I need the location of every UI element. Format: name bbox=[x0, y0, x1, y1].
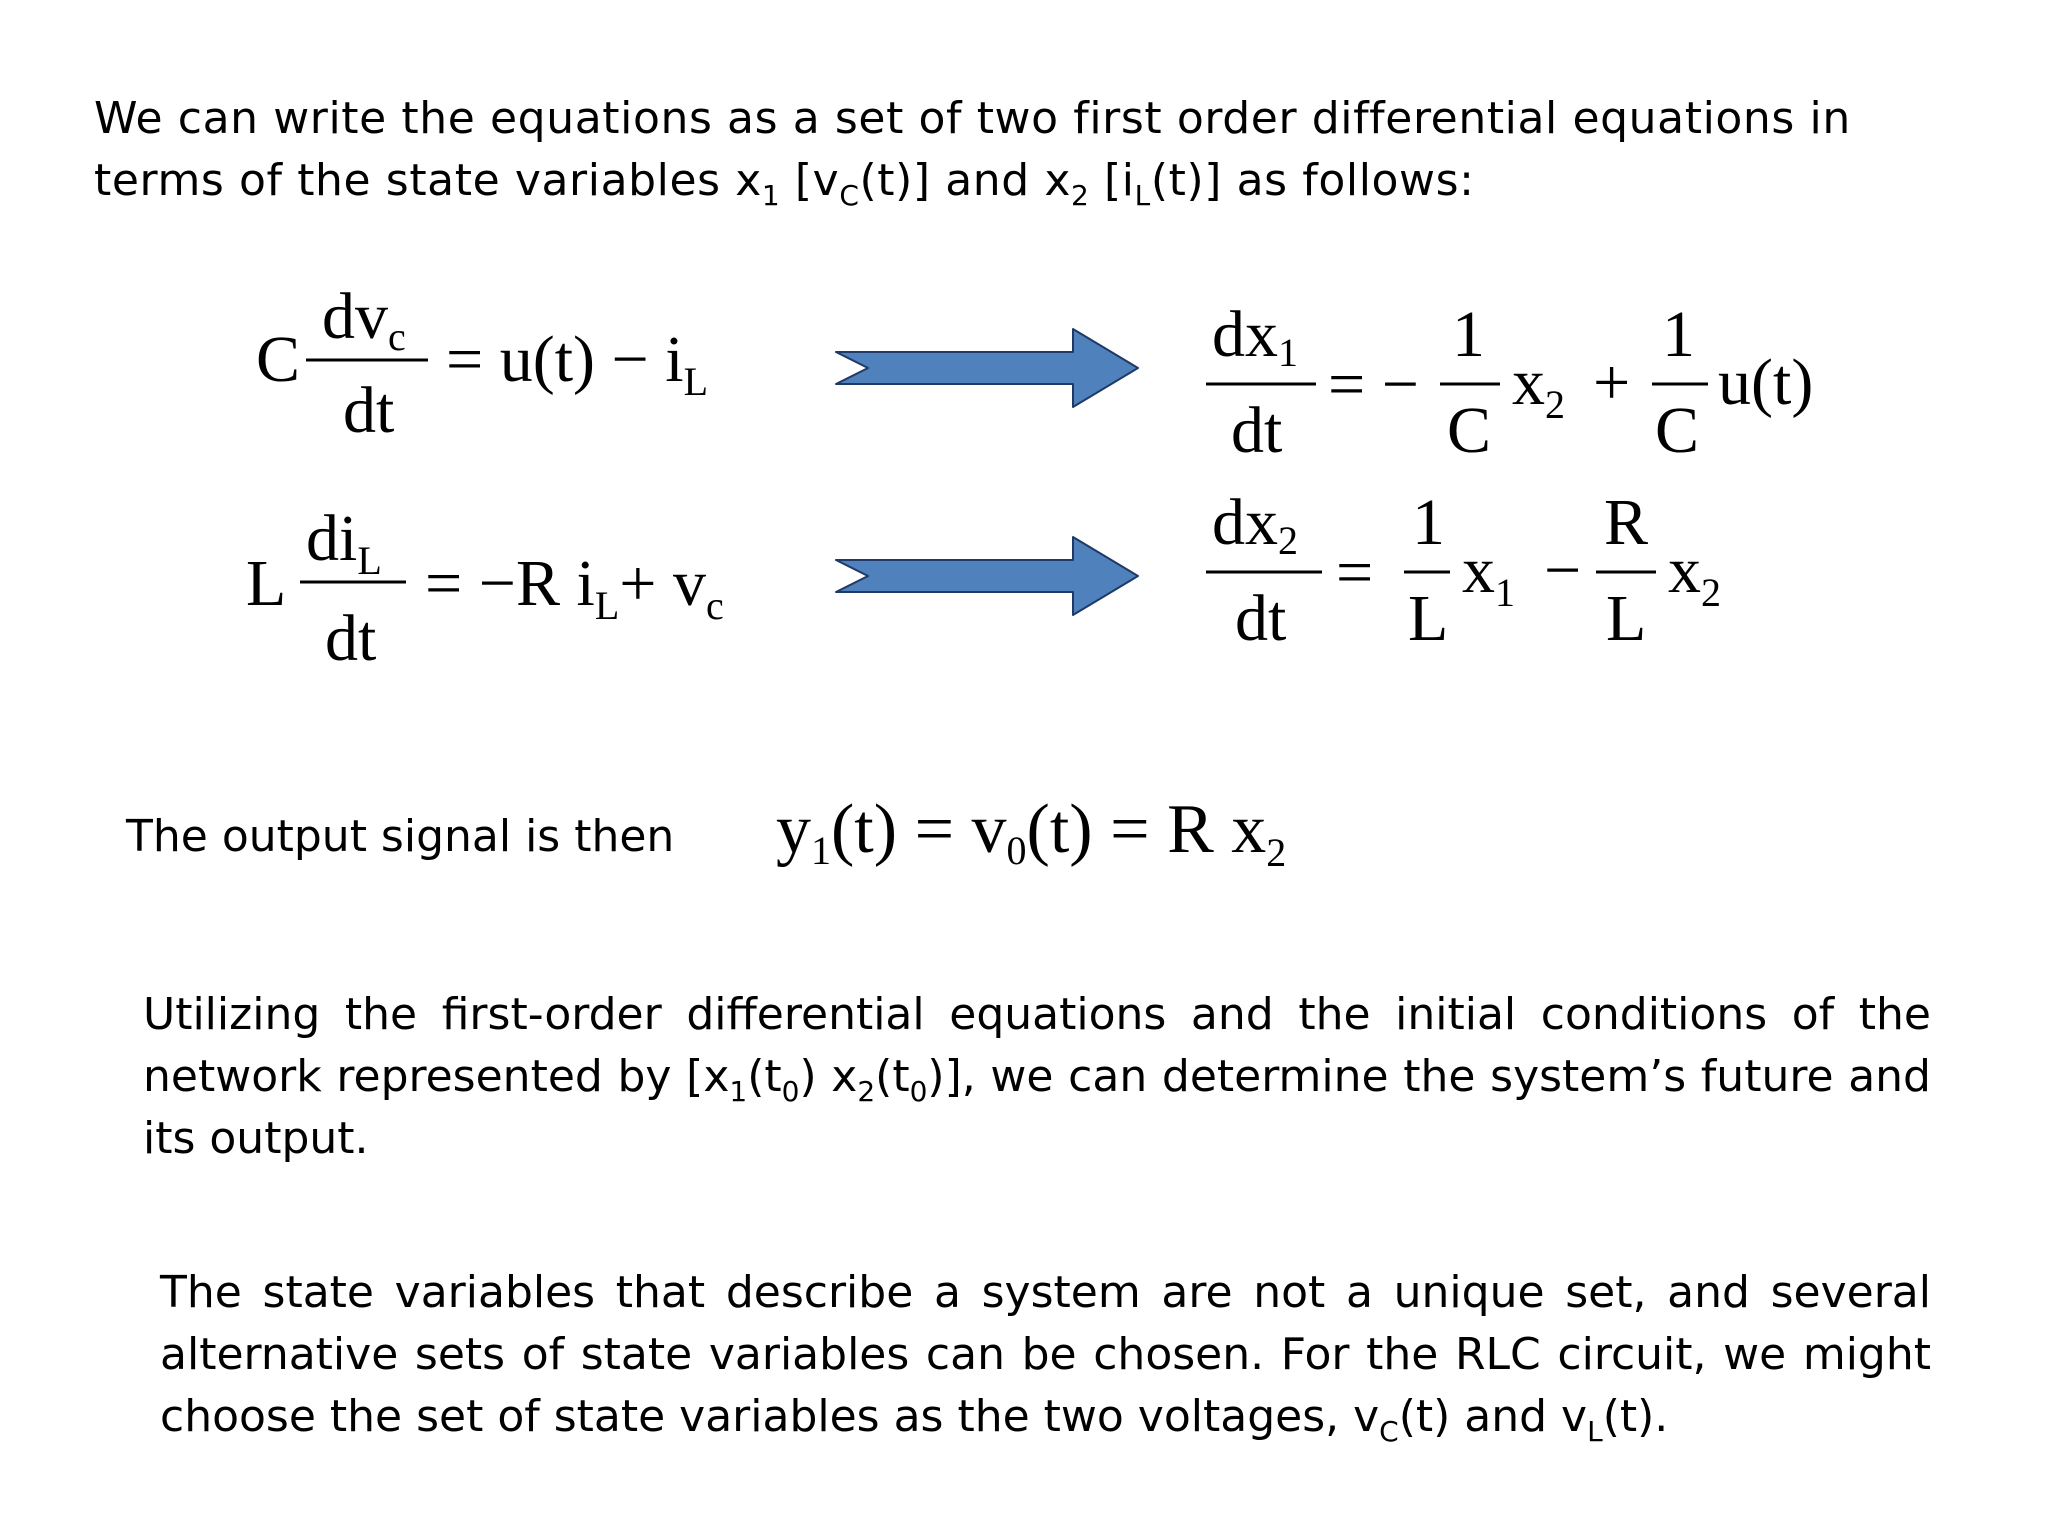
eq-numerator: dvc bbox=[322, 280, 406, 359]
eq-denominator: dt bbox=[343, 374, 395, 447]
eq-fraction-numerator: R bbox=[1604, 486, 1649, 559]
eq-denominator: dt bbox=[325, 602, 377, 675]
eq-rhs: = $u(t) - i_L$ bbox=[446, 323, 709, 404]
right-arrow-icon bbox=[836, 537, 1138, 615]
intro-text: [v bbox=[780, 155, 840, 206]
subscript: 1 bbox=[761, 179, 781, 212]
eq-numerator: dx2 bbox=[1212, 486, 1298, 563]
eq-output: y1(t) = v0(t) = R $x_2$ bbox=[776, 791, 1287, 875]
equation-inductor bbox=[246, 502, 724, 675]
para-text: (t). bbox=[1602, 1391, 1669, 1442]
state-equation-1 bbox=[1206, 298, 1813, 467]
eq-fraction-numerator: 1 bbox=[1412, 486, 1445, 559]
para-text: (t) and v bbox=[1398, 1391, 1588, 1442]
eq-fraction-denominator: C bbox=[1447, 394, 1492, 467]
eq-fraction-denominator: L bbox=[1606, 582, 1647, 655]
eq-coefficient: L bbox=[246, 547, 287, 620]
eq-denominator: dt bbox=[1231, 394, 1283, 467]
eq-equals: = bbox=[1336, 536, 1374, 609]
subscript: 0 bbox=[781, 1075, 800, 1108]
subscript: L bbox=[1134, 179, 1151, 212]
eq-numerator: $di_L$ bbox=[306, 502, 382, 583]
para-text: The state variables that describe a system are not a unique set, and several alternative sets of state variables can be chosen. For the RLC circuit, we might choose the set of state variables as the two voltages, v bbox=[160, 1267, 1931, 1442]
eq-denominator: dt bbox=[1235, 582, 1287, 655]
intro-text: (t)] as follows: bbox=[1150, 155, 1475, 206]
eq-rhs: = −R $i_L+ v_c$ bbox=[425, 547, 724, 628]
eq-variable: $x_2$ bbox=[1668, 534, 1721, 615]
eq-operator: + bbox=[1593, 346, 1631, 419]
initial-conditions-paragraph bbox=[143, 984, 1931, 1170]
eq-numerator: dx1 bbox=[1212, 298, 1298, 375]
eq-equals: = − bbox=[1328, 348, 1419, 421]
para-text: ) x bbox=[799, 1051, 858, 1102]
eq-fraction-numerator: 1 bbox=[1662, 298, 1695, 371]
eq-operator: − bbox=[1544, 534, 1582, 607]
eq-variable: $x_1$ bbox=[1462, 534, 1515, 615]
state-variables-paragraph bbox=[160, 1262, 1931, 1448]
right-arrow-icon bbox=[836, 329, 1138, 407]
para-text: Utilizing the first-order differential equations and the initial conditions of the network represented by [x bbox=[143, 989, 1931, 1102]
eq-fraction-numerator: 1 bbox=[1452, 298, 1485, 371]
para-text: )], we can determine the system’s future and its output. bbox=[143, 1051, 1931, 1164]
state-equation-2 bbox=[1206, 486, 1721, 655]
eq-term: u(t) bbox=[1718, 346, 1814, 419]
para-text: (t bbox=[747, 1051, 782, 1102]
eq-fraction-denominator: L bbox=[1408, 582, 1449, 655]
output-equation bbox=[776, 791, 1286, 875]
eq-variable: $x_2$ bbox=[1512, 346, 1565, 427]
intro-text: We can write the equations as a set of two first order differential equations in terms of the state variables x bbox=[94, 93, 1851, 206]
equation-capacitor bbox=[256, 280, 708, 447]
intro-text: [i bbox=[1089, 155, 1135, 206]
eq-coefficient: C bbox=[256, 323, 301, 396]
subscript: 2 bbox=[857, 1075, 876, 1108]
para-text: (t bbox=[875, 1051, 910, 1102]
subscript: 2 bbox=[1071, 179, 1090, 212]
subscript: C bbox=[839, 179, 860, 212]
subscript: C bbox=[1379, 1415, 1399, 1448]
subscript: 0 bbox=[909, 1075, 928, 1108]
subscript: 1 bbox=[729, 1075, 748, 1108]
subscript: L bbox=[1587, 1415, 1603, 1448]
eq-fraction-denominator: C bbox=[1655, 394, 1700, 467]
output-label: The output signal is then bbox=[126, 811, 675, 862]
intro-text: (t)] and x bbox=[859, 155, 1072, 206]
